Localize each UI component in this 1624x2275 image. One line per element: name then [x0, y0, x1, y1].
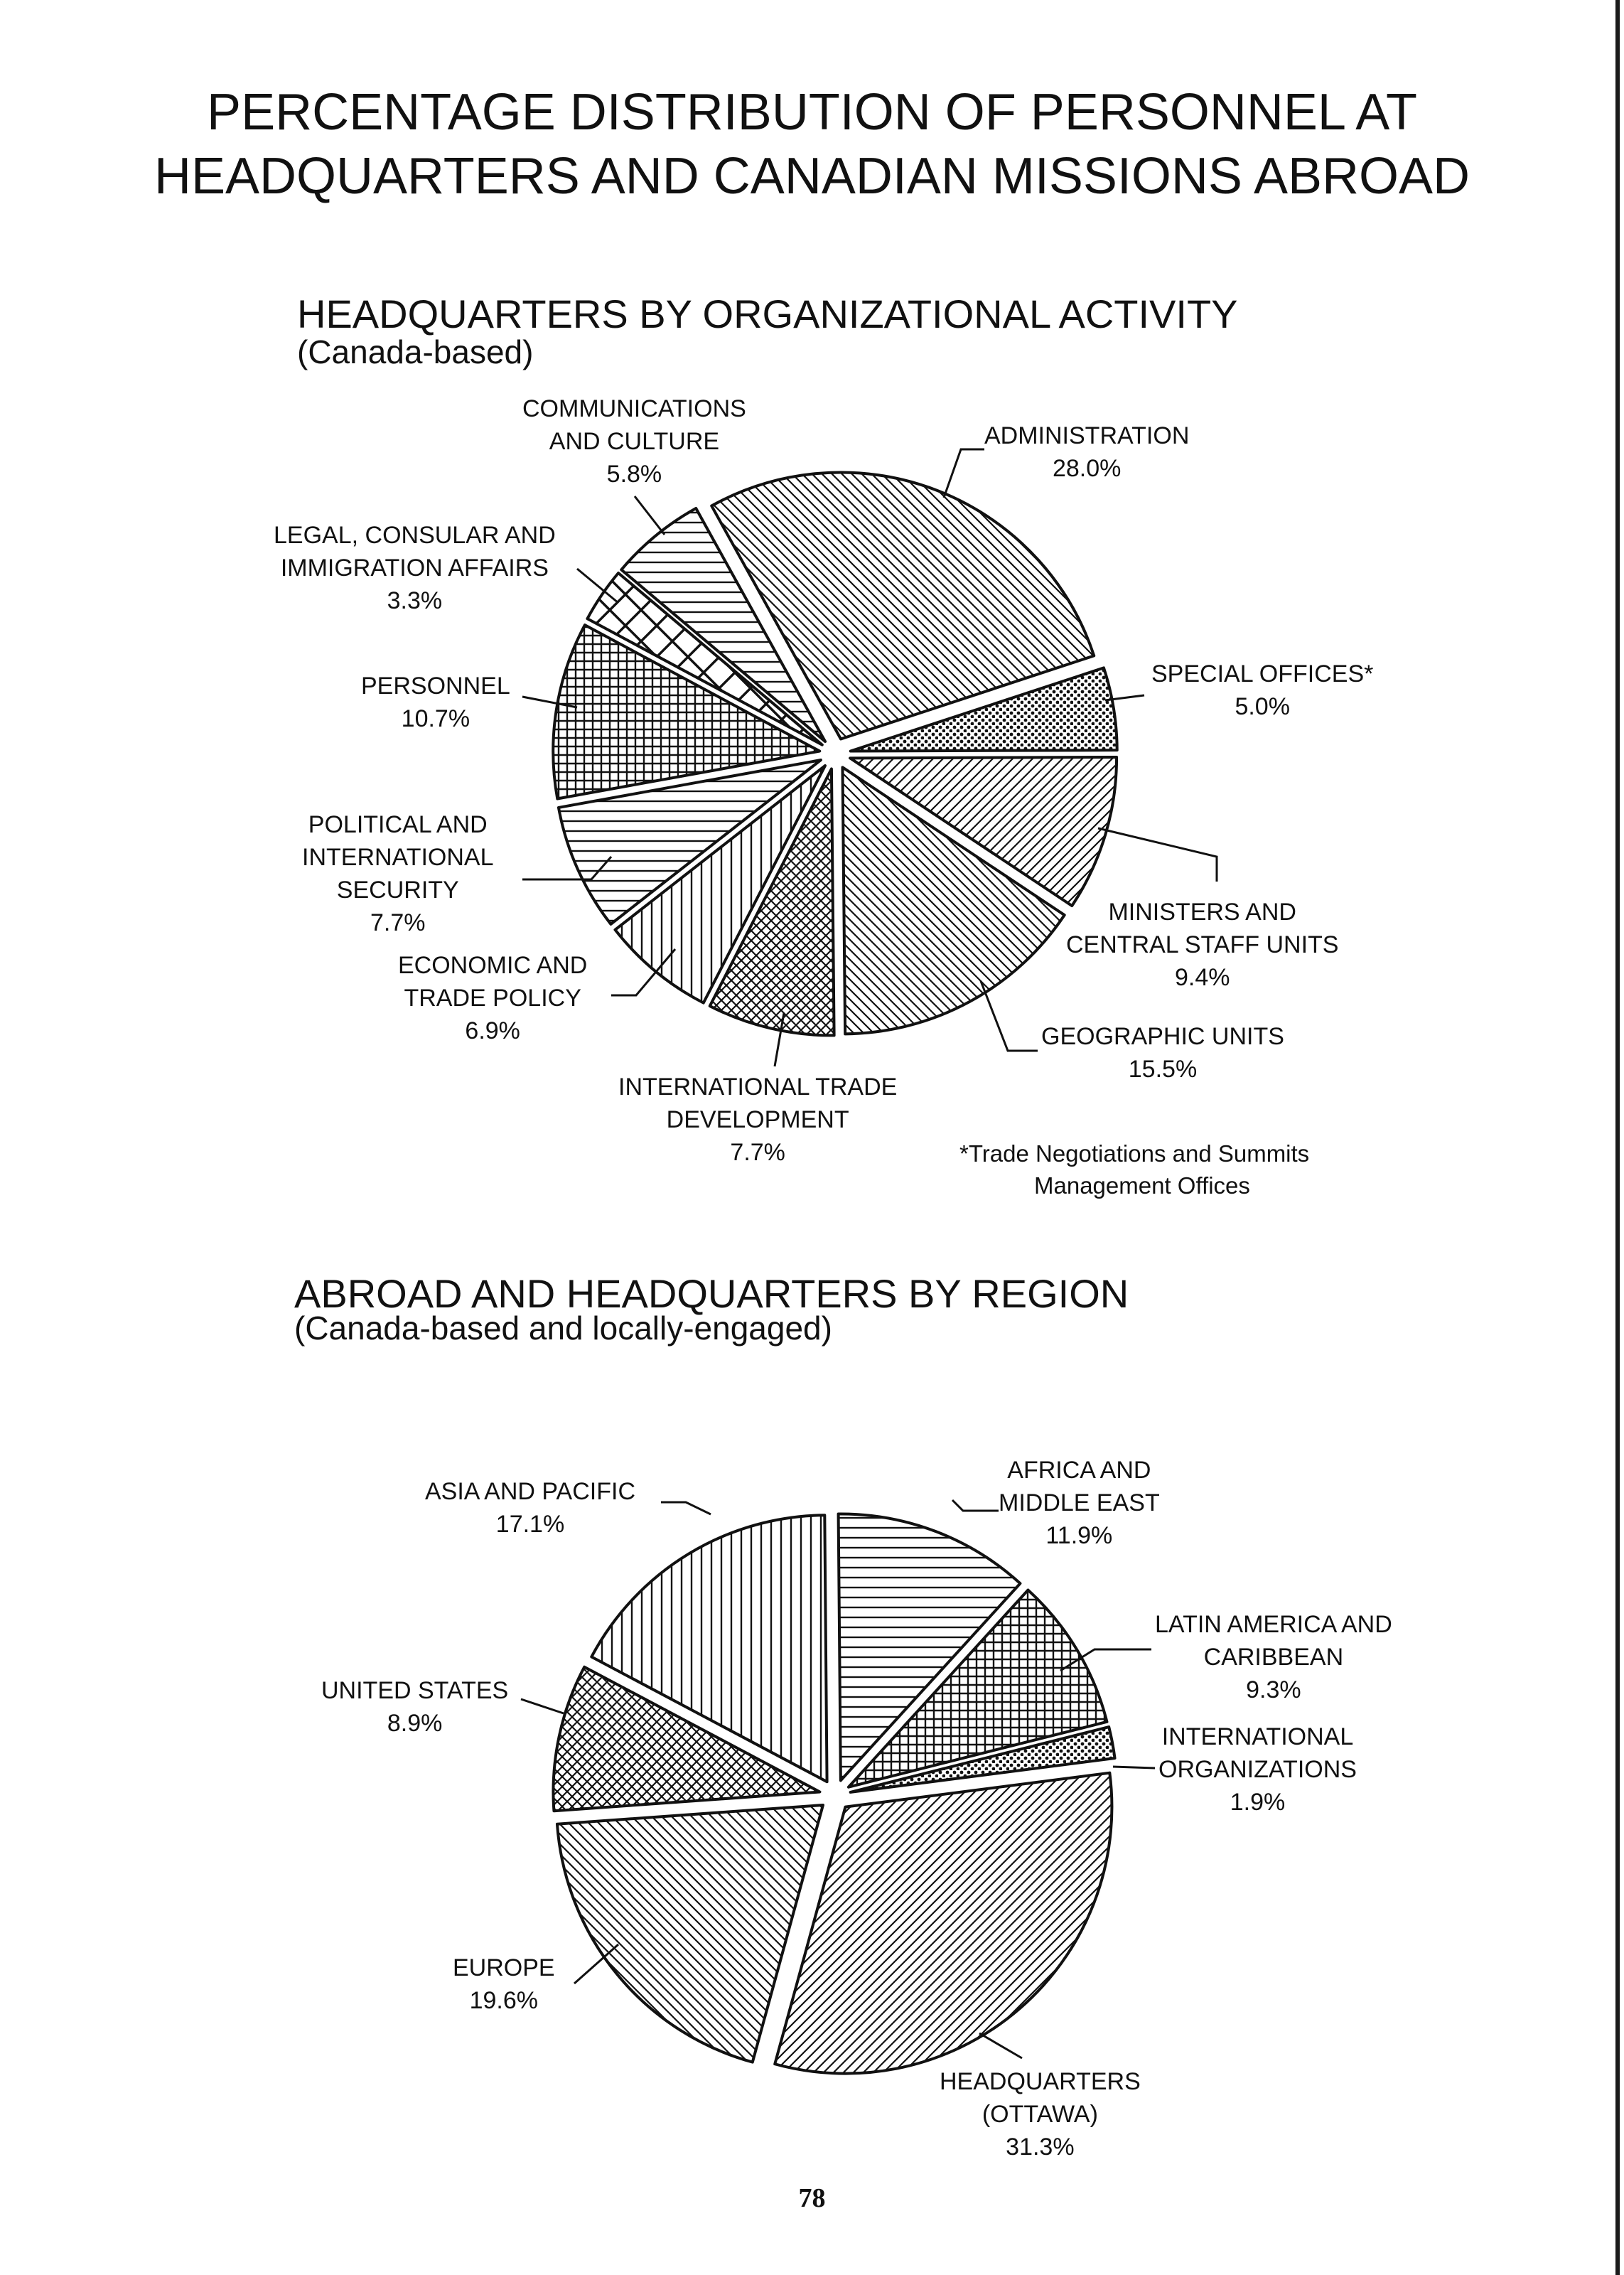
chart2-slice-europe: [557, 1805, 823, 2062]
leader-line-10: [635, 496, 665, 535]
chart2-label-asia-pacific: ASIA AND PACIFIC 17.1%: [425, 1475, 635, 1541]
chart1-label-political-security: POLITICAL AND INTERNATIONAL SECURITY 7.7%: [302, 808, 494, 939]
leader-line-1: [944, 449, 984, 498]
chart1-label-legal-consular: LEGAL, CONSULAR AND IMMIGRATION AFFAIRS 3.3%: [274, 519, 556, 617]
chart2-value-latin-america-and-caribbean: 9.3%: [1246, 1676, 1301, 1703]
leader-line-16: [521, 1699, 564, 1713]
leader-line-11: [952, 1500, 999, 1511]
chart1-label-administration: ADMINISTRATION 28.0%: [984, 419, 1189, 485]
chart1-value-legal-consular-and-immigration-affairs: 3.3%: [387, 587, 443, 614]
chart2-subtitle: (Canada-based and locally-engaged): [294, 1310, 832, 1347]
chart1-label-ministers: MINISTERS AND CENTRAL STAFF UNITS 9.4%: [1066, 896, 1338, 994]
chart1-title: HEADQUARTERS BY ORGANIZATIONAL ACTIVITY: [297, 291, 1238, 336]
page-edge: [1615, 0, 1620, 2275]
chart2-value-headquarters-ottawa: 31.3%: [1006, 2134, 1075, 2161]
chart1-value-geographic-units: 15.5%: [1128, 1056, 1198, 1083]
chart1-value-personnel: 10.7%: [401, 705, 470, 732]
chart1-value-communications-and-culture: 5.8%: [606, 461, 662, 488]
page-number: 78: [798, 2183, 826, 2213]
chart1-label-geographic-units: GEOGRAPHIC UNITS 15.5%: [1041, 1020, 1284, 1086]
chart1-pie: [553, 473, 1117, 1036]
chart1-footnote-line-1: *Trade Negotiations and Summits: [959, 1140, 1310, 1167]
page-title-line-1: PERCENTAGE DISTRIBUTION OF PERSONNEL AT: [207, 84, 1417, 141]
chart2-label-international-orgs: INTERNATIONAL ORGANIZATIONS 1.9%: [1158, 1720, 1357, 1819]
chart2-title: ABROAD AND HEADQUARTERS BY REGION: [294, 1271, 1129, 1316]
chart1-value-political-and-international-security: 7.7%: [370, 909, 426, 936]
chart1-label-international-trade: INTERNATIONAL TRADE DEVELOPMENT 7.7%: [618, 1071, 897, 1169]
chart1-value-economic-and-trade-policy: 6.9%: [465, 1017, 520, 1044]
chart2-value-europe: 19.6%: [469, 1987, 538, 2014]
chart2-value-united-states: 8.9%: [387, 1710, 443, 1737]
chart2-slice-headquarters-ottawa: [775, 1773, 1112, 2074]
chart1-value-international-trade-development: 7.7%: [730, 1139, 785, 1166]
leader-line-14: [979, 2033, 1022, 2058]
chart2-label-europe: EUROPE 19.6%: [453, 1952, 555, 2017]
chart2-label-united-states: UNITED STATES 8.9%: [321, 1674, 508, 1740]
leader-line-17: [661, 1502, 711, 1514]
chart2-value-international-organizations: 1.9%: [1230, 1789, 1286, 1816]
chart1-value-administration: 28.0%: [1052, 455, 1122, 482]
chart1-label-special-offices: SPECIAL OFFICES* 5.0%: [1151, 658, 1373, 723]
chart1-label-personnel: PERSONNEL 10.7%: [361, 670, 510, 735]
chart2-pie: [553, 1514, 1114, 2073]
chart2-label-africa-middle-east: AFRICA AND MIDDLE EAST 11.9%: [999, 1454, 1160, 1552]
page-title-line-2: HEADQUARTERS AND CANADIAN MISSIONS ABROAD: [154, 148, 1470, 205]
chart2-value-africa-and-middle-east: 11.9%: [1045, 1522, 1113, 1549]
chart1-value-ministers-and-central-staff-units: 9.4%: [1174, 964, 1230, 991]
chart1-value-special-offices: 5.0%: [1235, 693, 1290, 720]
chart1-footnote-line-2: Management Offices: [1034, 1172, 1250, 1199]
leader-line-13: [1113, 1767, 1155, 1768]
chart2-label-latin-america: LATIN AMERICA AND CARIBBEAN 9.3%: [1155, 1608, 1392, 1706]
chart1-subtitle: (Canada-based): [297, 333, 534, 370]
chart1-label-economic-trade-policy: ECONOMIC AND TRADE POLICY 6.9%: [398, 949, 587, 1047]
chart2-value-asia-and-pacific: 17.1%: [495, 1511, 565, 1538]
leader-line-3: [1098, 828, 1217, 882]
chart2-label-headquarters-ottawa: HEADQUARTERS (OTTAWA) 31.3%: [940, 2065, 1141, 2163]
chart1-label-communications: COMMUNICATIONS AND CULTURE 5.8%: [522, 392, 746, 491]
